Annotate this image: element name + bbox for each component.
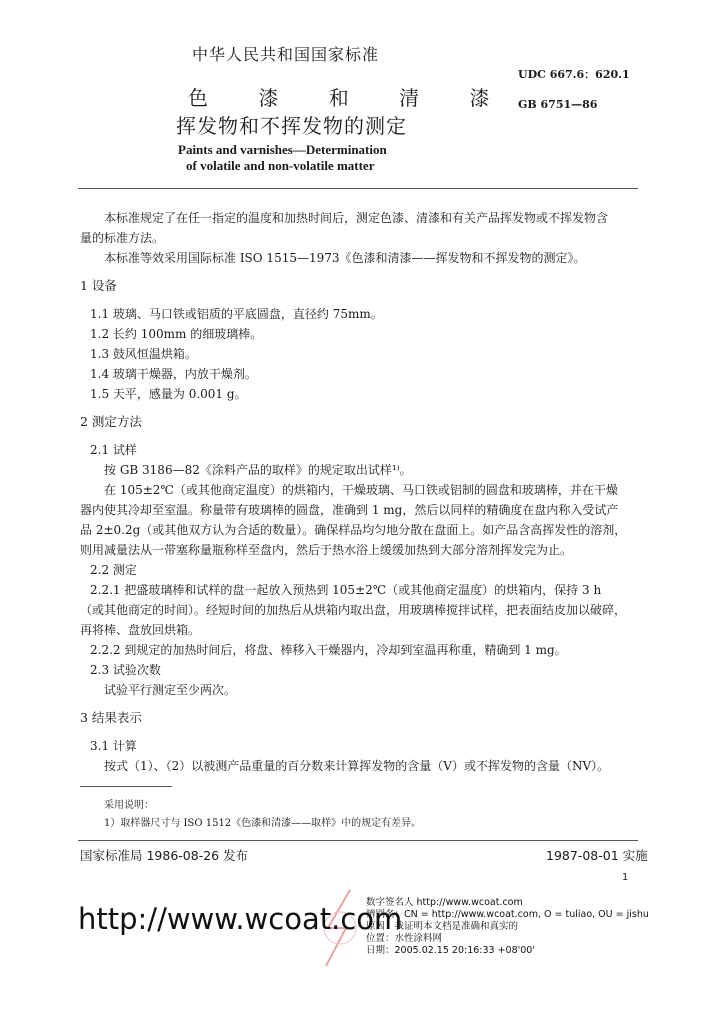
item-1-4: 1.4 玻璃干燥器，内放干燥剂。: [90, 367, 257, 381]
item-2-2-2: 2.2.2 到规定的加热时间后，将盘、棒移入干燥器内，冷却到室温再称重，精确到 1 mg。: [90, 643, 567, 657]
signature-date: 日期：2005.02.15 20:16:33 +08'00': [366, 945, 535, 956]
item-3-1-text: 按式（1）、（2）以被测产品重量的百分数来计算挥发物的含量（V）或不挥发物的含量（NV）。: [104, 759, 610, 773]
section-3-heading: 3 结果表示: [80, 710, 142, 725]
issue-date: 国家标准局 1986-08-26 发布: [80, 848, 249, 863]
item-2-1-text-a: 按 GB 3186—82《涂料产品的取样》的规定取出试样¹⁾。: [104, 463, 412, 477]
item-2-2-1-b: （或其他商定的时间）。经短时间的加热后从烘箱内取出盘，用玻璃棒搅拌试样，把表面结皮加以破碎，: [80, 603, 627, 617]
item-2-1-text-b3: 品 2±0.2g（或其他双方认为合适的数量）。确保样品均匀地分散在盘面上。如产品含高挥发性的溶剂，: [80, 523, 627, 537]
watermark-url-link[interactable]: http://www.wcoat.com: [78, 902, 403, 936]
section-1-heading: 1 设备: [80, 278, 117, 293]
item-3-1-heading: 3.1 计算: [90, 739, 137, 753]
footnote-1: 1）取样器尺寸与 ISO 1512《色漆和清漆——取样》中的规定有差异。: [104, 818, 422, 829]
gb-code: GB 6751—86: [518, 98, 598, 111]
footnote-divider: [80, 786, 172, 787]
signature-dn: 辨别名：CN = http://www.wcoat.com, O = tuliao, OU = jishu: [366, 909, 649, 920]
footnote-title: 采用说明：: [104, 800, 154, 811]
item-2-1-text-b1: 在 105±2℃（或其他商定温度）的烘箱内，干燥玻璃、马口铁或铝制的圆盘和玻璃棒，并在干燥: [104, 483, 618, 497]
title-line-2: 挥发物和不挥发物的测定: [176, 114, 407, 138]
page-number: 1: [622, 872, 629, 883]
item-2-1-text-b2: 器内使其冷却至室温。称量带有玻璃棒的圆盘，准确到 1 mg，然后以同样的精确度在盘内称入受试产: [80, 503, 619, 517]
item-1-3: 1.3 鼓风恒温烘箱。: [90, 347, 197, 361]
udc-code: UDC 667.6：620.1: [518, 68, 630, 81]
intro-paragraph-1a: 本标准规定了在任一指定的温度和加热时间后，测定色漆、清漆和有关产品挥发物或不挥发物含: [104, 211, 609, 225]
item-2-2-1-a: 2.2.1 把盛玻璃棒和试样的盘一起放入预热到 105±2℃（或其他商定温度）的烘箱内，保持 3 h: [90, 583, 602, 597]
item-1-5: 1.5 天平，感量为 0.001 g。: [90, 387, 247, 401]
effective-date: 1987-08-01 实施: [546, 848, 648, 863]
signature-reason: 原因：我证明本文档是准确和真实的: [366, 921, 519, 932]
item-2-2-1-c: 再将棒、盘放回烘箱。: [80, 623, 201, 637]
signature-signer: 数字签名人 http://www.wcoat.com: [366, 897, 523, 908]
footer-divider: [78, 840, 638, 841]
intro-paragraph-2: 本标准等效采用国际标准 ISO 1515—1973《色漆和清漆——挥发物和不挥发物的测定》。: [104, 251, 586, 265]
item-2-1-text-b4: 则用减量法从一带塞称量瓶称样至盘内，然后于热水浴上缓缓加热到大部分溶剂挥发完为止。: [80, 543, 573, 557]
item-2-3-text: 试验平行测定至少两次。: [104, 683, 237, 697]
signature-location: 位置：水性涂料网: [366, 933, 443, 944]
item-1-1: 1.1 玻璃、马口铁或铝质的平底圆盘，直径约 75mm。: [90, 307, 383, 321]
item-2-2-heading: 2.2 测定: [90, 563, 137, 577]
title-line-1: 色 漆 和 清 漆: [188, 86, 512, 110]
item-2-1-heading: 2.1 试样: [90, 443, 137, 457]
section-2-heading: 2 测定方法: [80, 414, 142, 429]
english-title-line-2: of volatile and non-volatile matter: [186, 158, 375, 173]
item-1-2: 1.2 长约 100mm 的细玻璃棒。: [90, 327, 263, 341]
standard-org-heading: 中华人民共和国国家标准: [192, 45, 380, 64]
english-title-line-1: Paints and varnishes—Determination: [178, 142, 387, 157]
item-2-3-heading: 2.3 试验次数: [90, 663, 161, 677]
header-divider: [78, 188, 638, 189]
intro-paragraph-1b: 量的标准方法。: [80, 231, 165, 245]
